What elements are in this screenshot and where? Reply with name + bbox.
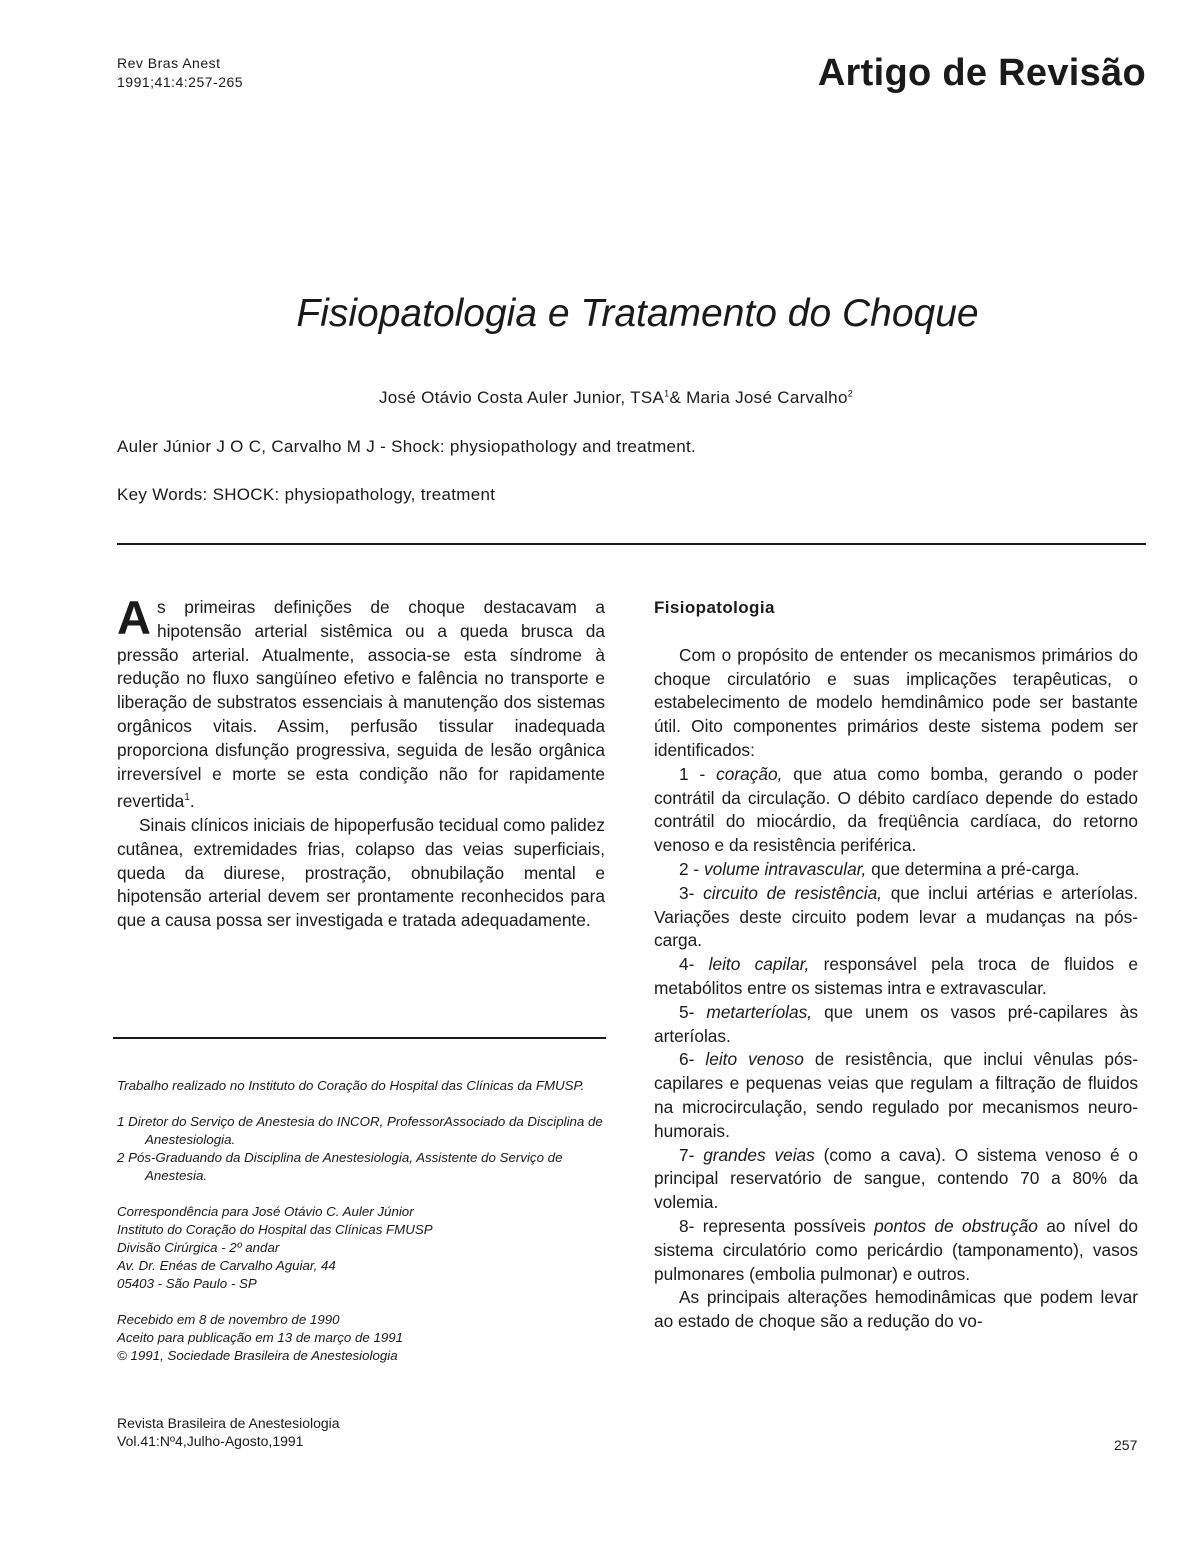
footnotes: [117, 1077, 607, 1365]
intro-paragraph: As primeiras definições de choque destacavam a hipotensão arterial sistêmica ou a queda brusca da pressão arterial. Atualmente, associa-se esta síndrome à redução no fluxo sangüíneo efetivo e falência no transporte e liberação de substratos essenciais à manutenção dos sistemas orgânicos vitais. Assim, perfusão tissular inadequada proporciona disfunção progressiva, seguida de lesão orgânica irreversível e morte se esta condição não for rapidamente revertida$^1$.: [117, 591, 605, 812]
correspondence-line: Av. Dr. Enéas de Carvalho Aguiar, 44: [117, 1258, 336, 1273]
journal-reference: [117, 54, 243, 92]
footnote-1: 1 Diretor do Serviço de Anestesia do INCOR, ProfessorAssociado da Disciplina de Anestesiologia.: [117, 1114, 603, 1147]
list-item: 6- leito venoso de resistência, que inclui vênulas pós-capilares e pequenas veias que regulam a filtração de fluidos na microcirculação, sendo regulado por mecanismos neuro-humorais.: [654, 1049, 1138, 1141]
header-divider: [117, 543, 1146, 545]
drop-cap: A: [117, 591, 151, 644]
received-date: Recebido em 8 de novembro de 1990: [117, 1312, 340, 1327]
authors: [0, 388, 1200, 408]
list-item: 1 - coração, que atua como bomba, gerando o poder contrátil da circulação. O débito cardíaco depende do estado contrátil do miocárdio, da freqüência cardíaca, do retorno venoso e da resistência periférica.: [654, 763, 1138, 856]
copyright: © 1991, Sociedade Brasileira de Anestesiologia: [117, 1348, 398, 1363]
correspondence-line: Correspondência para José Otávio C. Auler Júnior: [117, 1204, 414, 1219]
correspondence-line: Instituto do Coração do Hospital das Clínicas FMUSP: [117, 1222, 433, 1237]
intro-paragraph-right: Com o propósito de entender os mecanismos primários do choque circulatório e suas implicações terapêuticas, o estabelecimento de modelo hemdinâmico pode ser bastante útil. Oito componentes primários deste sistema podem ser identificados:: [654, 644, 1138, 760]
journal-footer-issue: Vol.41:Nº4,Julho-Agosto,1991: [117, 1433, 304, 1449]
accepted-date: Aceito para publicação em 13 de março de 1991: [117, 1330, 404, 1345]
reference-marker: 1: [184, 792, 190, 804]
list-item: 8- representa possíveis pontos de obstrução ao nível do sistema circulatório como pericárdio (tamponamento), vasos pulmonares (embolia pulmonar) e outros.: [654, 1215, 1138, 1284]
journal-name: Rev Bras Anest: [117, 55, 221, 71]
author-2-affiliation: 2: [847, 388, 854, 399]
article-title: Fisiopatologia e Tratamento do Choque: [296, 292, 979, 335]
author-1: José Otávio Costa Auler Junior, TSA: [378, 388, 665, 407]
dates-block: [117, 1311, 607, 1365]
footnote-divider: [113, 1037, 606, 1039]
journal-volume: 1991;41:4:257-265: [117, 74, 244, 90]
clinical-signs-paragraph: Sinais clínicos iniciais de hipoperfusão tecidual como palidez cutânea, extremidades frias, colapso das veias superficiais, queda da diurese, prostração, obnubilação mental e hipotensão arterial devem ser prontamente reconhecidos para que a causa possa ser investigada e tratada adequadamente.: [117, 814, 605, 931]
list-item: 3- circuito de resistência, que inclui artérias e arteríolas. Variações deste circuito podem levar a mudanças na pós-carga.: [654, 882, 1139, 951]
page-number: 257: [1114, 1437, 1138, 1453]
correspondence-line: 05403 - São Paulo - SP: [117, 1276, 257, 1291]
list-item: 5- metarteríolas, que unem os vasos pré-capilares às arteríolas.: [654, 1001, 1138, 1046]
list-item: 2 - volume intravascular, que determina a pré-carga.: [679, 858, 1080, 879]
journal-footer-name: Revista Brasileira de Anestesiologia: [117, 1415, 340, 1431]
keywords: Key Words: SHOCK: physiopathology, treatment: [117, 485, 496, 504]
section-heading: Fisiopatologia: [654, 598, 775, 617]
journal-footer: [117, 1414, 340, 1450]
author-1-affiliation: 1: [664, 388, 670, 399]
english-citation: Auler Júnior J O C, Carvalho M J - Shock: physiopathology and treatment.: [117, 437, 697, 456]
closing-paragraph: As principais alterações hemodinâmicas que podem levar ao estado de choque são a redução do vo-: [654, 1287, 1138, 1332]
correspondence-block: [117, 1203, 607, 1293]
author-2: & Maria José Carvalho: [669, 388, 848, 407]
section-title: Artigo de Revisão: [817, 52, 1146, 94]
footnote-2: 2 Pós-Graduando da Disciplina de Anestesiologia, Assistente do Serviço de Anestesia.: [117, 1150, 563, 1183]
list-item: 7- grandes veias (como a cava). O sistema venoso é o principal reservatório de sangue, contendo 70 a 80% da volemia.: [654, 1144, 1138, 1213]
correspondence-line: Divisão Cirúrgica - 2º andar: [117, 1240, 280, 1255]
left-column: [117, 591, 605, 933]
list-item: 4- leito capilar, responsável pela troca de fluidos e metabólitos entre os sistemas intra e extravascular.: [654, 954, 1138, 998]
footnote-institution: Trabalho realizado no Instituto do Coração do Hospital das Clínicas da FMUSP.: [117, 1078, 585, 1093]
right-column: [654, 596, 1138, 1334]
